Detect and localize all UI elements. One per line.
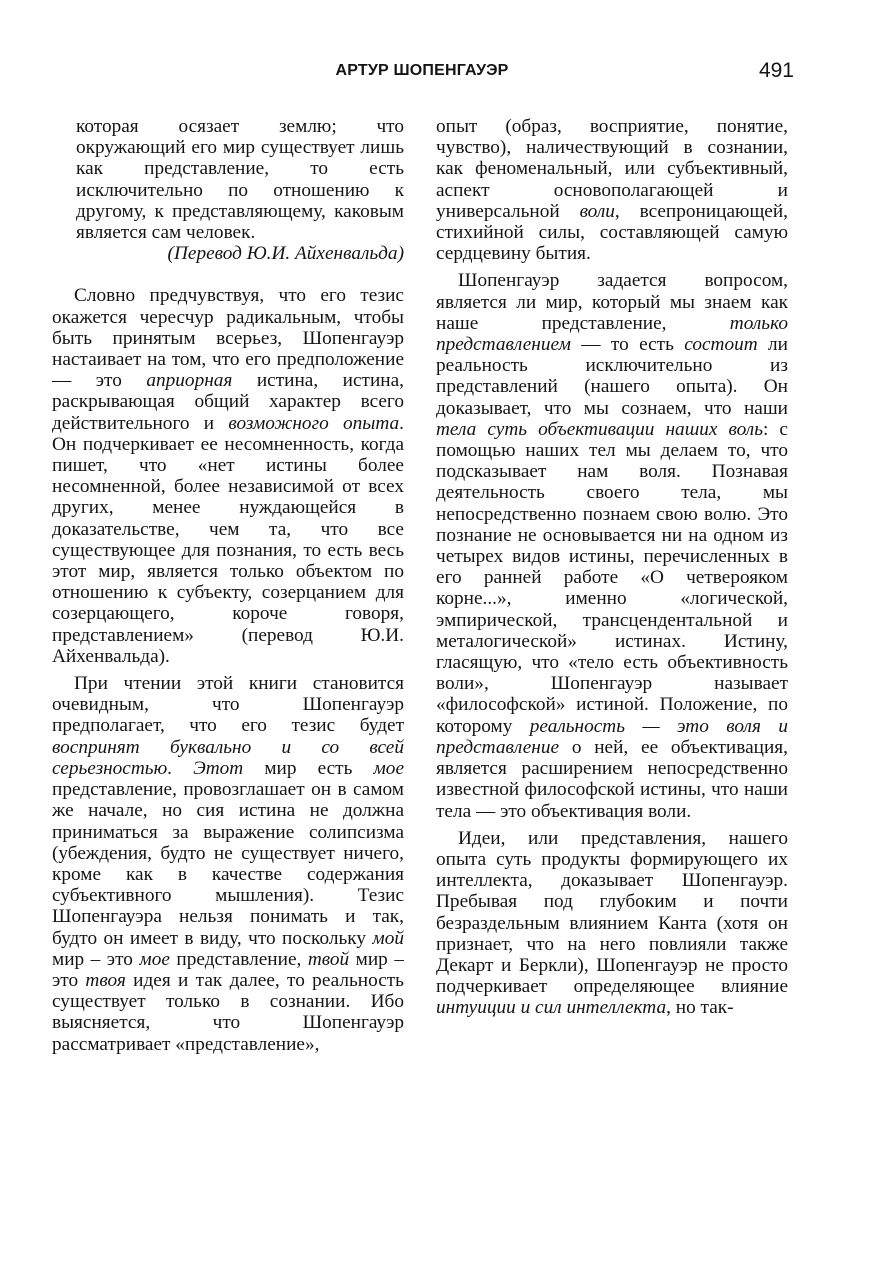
paragraph: опыт (образ, восприятие, понятие, чувство), наличествующий в сознании, как феноменальный, или субъективный, аспект основополагающей и универсальной воли, всепроницающей, стихийной силы, составляющей самую сердцевину бытия. [436,116,788,265]
right-column [436,116,788,1236]
paragraph: Идеи, или представления, нашего опыта суть продукты формирующего их интеллекта, доказывает Шопенгауэр. Пребывая под глубоким и почти безраздельным влиянием Канта (хотя он признает, что на него повлияли также Декарт и Беркли), Шопенгауэр не просто подчеркивает определяющее влияние интуиции и сил интеллекта, но так- [436,827,788,1019]
quote-attribution: (Перевод Ю.И. Айхенвальда) [167,243,404,265]
block-quote: которая осязает землю; что окружающий его мир существует лишь как представление, то есть исключительно по отношению к другому, к представляющему, каковым является сам человек. [76,116,404,244]
running-title: АРТУР ШОПЕНГАУЭР [335,62,509,79]
running-header [50,59,794,92]
paragraph: Шопенгауэр задается вопросом, является ли мир, который мы знаем как наше представление, только представлением — то есть состоит ли реальность исключительно из представлений (нашего опыта). Он доказывает, что мы сознаем, что наши тела суть объективации наших воль: с помощью наших тел мы делаем то, что подсказывает нам воля. Познавая деятельность своего тела, мы непосредственно познаем свою волю. Это познание не основывается ни на одном из четырех видов истины, перечисленных в его ранней работе «О четверояком корне...», именно «логической, эмпирической, трансцендентальной и металогической» истинах. Истину, гласящую, что «тело есть объективность воли», Шопенгауэр называет «философской» истиной. Положение, по которому реальность — это воля и представление о ней, ее объективация, является расширением непосредственно известной философской истины, что наши тела — это объективация воли. [436,270,788,822]
paragraph: При чтении этой книги становится очевидным, что Шопенгауэр предполагает, что его тезис будет воспринят буквально и со всей серьезностью. Этот мир есть мое представление, провозглашает он в самом же начале, но сия истина не должна приниматься за выражение солипсизма (убеждения, будто не существует ничего, кроме как в качестве содержания субъективного мышления). Тезис Шопенгауэра нельзя понимать и так, будто он имеет в виду, что поскольку мой мир – это мое представление, твой мир – это твоя идея и так далее, то реальность существует только в сознании. Ибо выясняется, что Шопенгауэр рассматривает «представление», [52,673,404,1055]
paragraph: Словно предчувствуя, что его тезис окажется чересчур радикальным, чтобы быть принятым всерьез, Шопенгауэр настаивает на том, что его предположение — это априорная истина, истина, раскрывающая общий характер всего действительного и возможного опыта. Он подчеркивает ее несомненность, когда пишет, что «нет истины более несомненной, более независимой от всех других, менее нуждающейся в доказательстве, чем та, что все существующее для познания, то есть весь этот мир, является только объектом по отношению к субъекту, созерцанием для созерцающего, короче говоря, представлением» (перевод Ю.И. Айхенвальда). [52,285,404,667]
left-column [52,116,404,1236]
page-number: 491 [758,59,794,82]
